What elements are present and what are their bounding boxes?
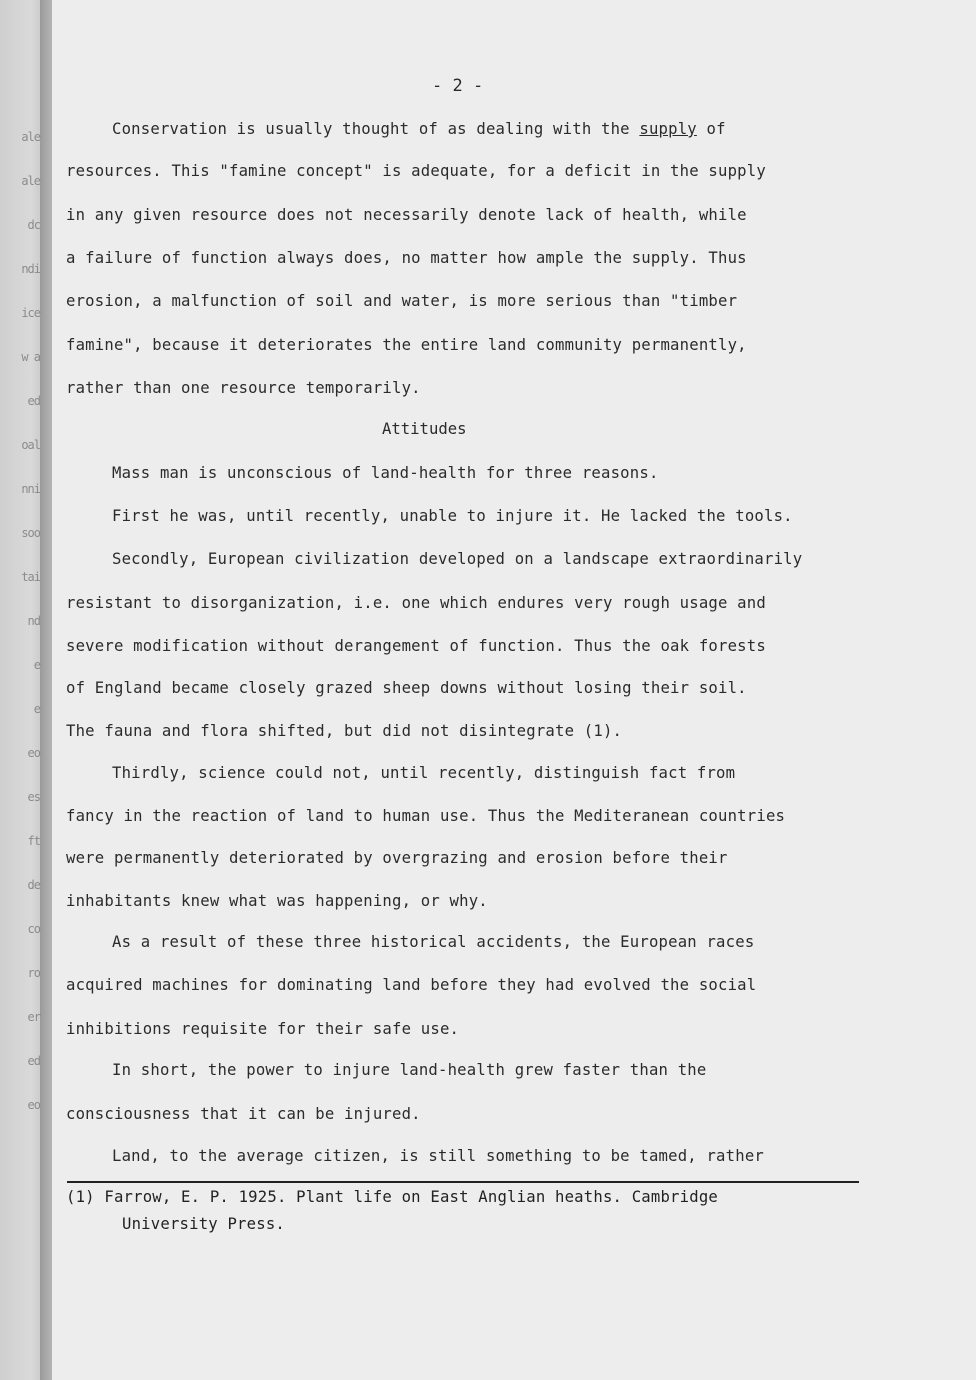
- section-line-5: severe modification without derangement of function. Thus the oak forests: [66, 637, 766, 655]
- bleed-fragment: ro: [27, 966, 40, 980]
- bleed-fragment: eo: [27, 746, 40, 760]
- bleed-fragment: oal: [21, 438, 40, 452]
- section-line-9: fancy in the reaction of land to human use. Thus the Mediteranean countries: [66, 807, 786, 825]
- bleed-fragment: er: [27, 1010, 40, 1024]
- section-line-2: First he was, until recently, unable to injure it. He lacked the tools.: [112, 507, 793, 525]
- bleed-fragment: tai: [21, 570, 40, 584]
- bleed-fragment: ale: [21, 174, 40, 188]
- page-number: - 2 -: [432, 76, 484, 96]
- bleed-fragment: de: [27, 878, 40, 892]
- footnote-line-2: University Press.: [122, 1215, 285, 1233]
- bleed-fragment: ndi: [21, 262, 40, 276]
- body-line-6: famine", because it deteriorates the entire land community permanently,: [66, 336, 747, 354]
- bleed-fragment: ed: [27, 1054, 40, 1068]
- bleed-fragment: nd: [27, 614, 40, 628]
- body-line-5: erosion, a malfunction of soil and water, is more serious than "timber: [66, 292, 738, 310]
- section-line-3: Secondly, European civilization developed on a landscape extraordinarily: [112, 550, 803, 568]
- body-line-4: a failure of function always does, no matter how ample the supply. Thus: [66, 249, 747, 267]
- bleed-fragment: es: [27, 790, 40, 804]
- section-line-12: As a result of these three historical accidents, the European races: [112, 933, 755, 951]
- bleed-fragment: eo: [27, 1098, 40, 1112]
- section-line-10: were permanently deteriorated by overgrazing and erosion before their: [66, 849, 728, 867]
- typed-page: [52, 0, 976, 1380]
- section-line-15: In short, the power to injure land-health grew faster than the: [112, 1061, 707, 1079]
- section-line-7: The fauna and flora shifted, but did not disintegrate (1).: [66, 722, 623, 740]
- bleed-fragment: ale: [21, 130, 40, 144]
- bleed-fragment: co: [27, 922, 40, 936]
- section-line-16: consciousness that it can be injured.: [66, 1105, 421, 1123]
- bleed-fragment: w a: [21, 350, 40, 364]
- section-line-8: Thirdly, science could not, until recently, distinguish fact from: [112, 764, 736, 782]
- section-line-11: inhabitants knew what was happening, or why.: [66, 892, 488, 910]
- section-line-17: Land, to the average citizen, is still something to be tamed, rather: [112, 1147, 764, 1165]
- body-line-3: in any given resource does not necessarily denote lack of health, while: [66, 206, 747, 224]
- bleed-fragment: soo: [21, 526, 40, 540]
- bleed-fragment: ice: [21, 306, 40, 320]
- bleed-fragment: e: [33, 702, 40, 716]
- section-line-6: of England became closely grazed sheep downs without losing their soil.: [66, 679, 747, 697]
- bleed-fragment: ed: [27, 394, 40, 408]
- footnote-line-1: (1) Farrow, E. P. 1925. Plant life on East Anglian heaths. Cambridge: [66, 1188, 718, 1206]
- bleed-fragment: nni: [21, 482, 40, 496]
- section-line-4: resistant to disorganization, i.e. one which endures very rough usage and: [66, 594, 766, 612]
- body-line-1: Conservation is usually thought of as dealing with the supply of: [112, 120, 726, 138]
- section-heading: Attitudes: [382, 420, 467, 438]
- bleed-fragment: e: [33, 658, 40, 672]
- underlined-word: supply: [639, 120, 697, 138]
- body-line-7: rather than one resource temporarily.: [66, 379, 421, 397]
- section-line-13: acquired machines for dominating land before they had evolved the social: [66, 976, 757, 994]
- body-line-2: resources. This "famine concept" is adequate, for a deficit in the supply: [66, 162, 766, 180]
- section-line-14: inhibitions requisite for their safe use.: [66, 1020, 460, 1038]
- footnote-rule: [67, 1181, 859, 1183]
- bleed-fragment: dc: [27, 218, 40, 232]
- bleed-fragment: ft: [27, 834, 40, 848]
- section-line-1: Mass man is unconscious of land-health for three reasons.: [112, 464, 659, 482]
